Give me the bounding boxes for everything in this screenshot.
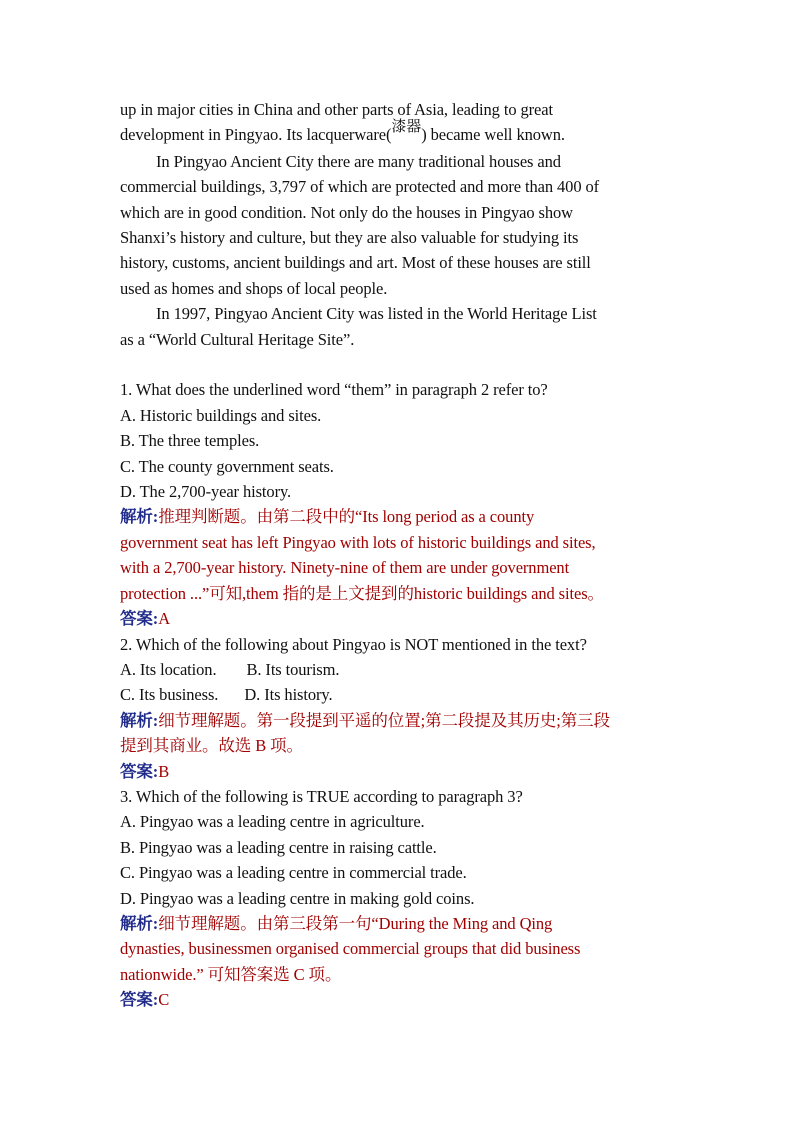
- passage-text: ) became well known.: [421, 125, 565, 145]
- passage-text: development in Pingyao. Its lacquerware(: [120, 125, 392, 145]
- q2-options-row: [120, 657, 680, 682]
- q2-option-a: A. Its location.: [120, 659, 217, 679]
- q3-option-b: B. Pingyao was a leading centre in raising cattle.: [120, 837, 437, 857]
- passage-line: as a “World Cultural Heritage Site”.: [120, 329, 355, 349]
- q2-explanation-line: 提到其商业。故选 B 项。: [120, 736, 303, 756]
- question-3: 3. Which of the following is TRUE according to paragraph 3?: [120, 786, 523, 806]
- explanation-label: 解析:: [120, 913, 159, 933]
- q3-explanation: [120, 911, 680, 936]
- q1-option-c: C. The county government seats.: [120, 456, 334, 476]
- question-1: 1. What does the underlined word “them” in paragraph 2 refer to?: [120, 380, 548, 400]
- q1-explanation-line: protection ...”可知,them 指的是上文提到的historic buildings and sites。: [120, 583, 604, 603]
- q1-option-d: D. The 2,700-year history.: [120, 482, 292, 502]
- explanation-label: 解析:: [120, 507, 159, 527]
- q1-option-a: A. Historic buildings and sites.: [120, 405, 322, 425]
- answer-value: A: [158, 609, 171, 629]
- explanation-text: 细节理解题。第一段提到平遥的位置;第二段提及其历史;第三段: [158, 710, 610, 730]
- q3-answer: [120, 987, 680, 1012]
- chinese-annotation: 漆器: [391, 117, 422, 136]
- q1-answer: [120, 606, 680, 631]
- q2-options-row: [120, 682, 680, 707]
- passage-line: up in major cities in China and other parts of Asia, leading to great: [120, 100, 553, 119]
- q3-explanation-line: nationwide.” 可知答案选 C 项。: [120, 964, 342, 984]
- answer-label: 答案:: [120, 761, 159, 781]
- explanation-label: 解析:: [120, 710, 159, 730]
- explanation-text: 细节理解题。由第三段第一句“During the Ming and Qing: [158, 913, 553, 933]
- q2-option-b: B. Its tourism.: [246, 659, 340, 679]
- passage-line: [120, 117, 680, 148]
- q1-explanation-line: government seat has left Pingyao with lots of historic buildings and sites,: [120, 532, 596, 552]
- q1-explanation-line: with a 2,700-year history. Ninety-nine of them are under government: [120, 558, 570, 578]
- q3-option-d: D. Pingyao was a leading centre in making gold coins.: [120, 888, 475, 908]
- q1-explanation: [120, 504, 680, 529]
- q3-explanation-line: dynasties, businessmen organised commercial groups that did business: [120, 939, 581, 959]
- passage-line: In 1997, Pingyao Ancient City was listed in the World Heritage List: [156, 304, 597, 324]
- explanation-text: 推理判断题。由第二段中的“Its long period as a county: [158, 507, 535, 527]
- blank-line: [120, 352, 680, 377]
- q2-answer: [120, 759, 680, 784]
- passage-line: which are in good condition. Not only do the houses in Pingyao show: [120, 202, 573, 222]
- passage-line: commercial buildings, 3,797 of which are protected and more than 400 of: [120, 177, 600, 197]
- passage-line: history, customs, ancient buildings and art. Most of these houses are still: [120, 253, 591, 273]
- q3-option-c: C. Pingyao was a leading centre in commercial trade.: [120, 863, 467, 883]
- q1-option-b: B. The three temples.: [120, 431, 260, 451]
- q2-explanation: [120, 708, 680, 733]
- q2-option-c: C. Its business.: [120, 685, 219, 705]
- passage-line: Shanxi’s history and culture, but they are also valuable for studying its: [120, 228, 579, 248]
- passage-line: used as homes and shops of local people.: [120, 278, 388, 298]
- document-page: [120, 97, 680, 1013]
- answer-label: 答案:: [120, 609, 159, 629]
- answer-label: 答案:: [120, 990, 159, 1010]
- passage-line: In Pingyao Ancient City there are many traditional houses and: [156, 151, 561, 171]
- question-2: 2. Which of the following about Pingyao is NOT mentioned in the text?: [120, 634, 587, 654]
- q3-option-a: A. Pingyao was a leading centre in agriculture.: [120, 812, 425, 832]
- answer-value: C: [158, 990, 170, 1010]
- q2-option-d: D. Its history.: [244, 685, 333, 705]
- answer-value: B: [158, 761, 170, 781]
